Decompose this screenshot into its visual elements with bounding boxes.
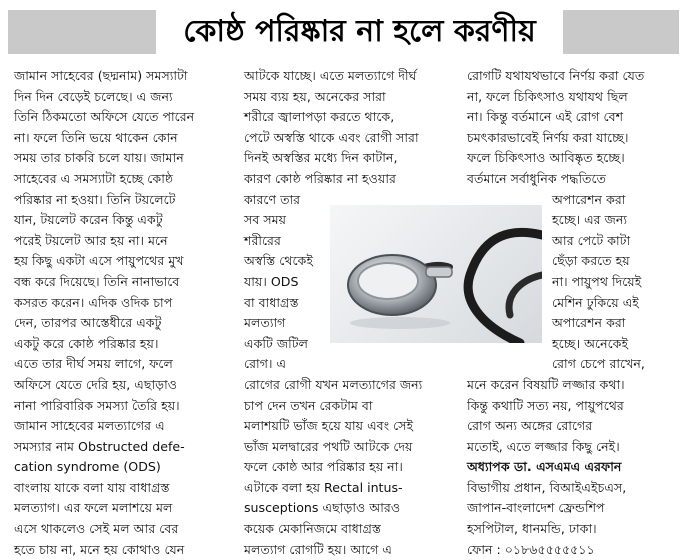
- text-line: জাপান-বাংলাদেশ ফ্রেন্ডশিপ: [467, 500, 605, 516]
- text-line: কারণে তার: [244, 191, 301, 207]
- text-line: মলত্যাগ রোগটি হয়। আগে এ: [244, 541, 392, 557]
- header-grey-bar-left: [8, 10, 156, 54]
- text-line: বা বাধাগ্রস্ত: [244, 294, 299, 310]
- text-line: মলত্যাগ। এর ফলে মলাশয়ে মল: [14, 500, 173, 516]
- text-line: হয় কিছু একটা এসে পায়ুপথের মুখ: [14, 253, 184, 269]
- text-line: শরীরে জ্বালাপড়া করতে থাকে,: [244, 109, 395, 125]
- text-line: হচ্ছে। এর জন্য: [552, 212, 628, 228]
- text-line: চমৎকারভাবেই নির্ণয় করা যাচ্ছে।: [467, 129, 629, 145]
- text-line: অস্বস্তি থেকেই: [244, 253, 313, 269]
- column-2-bottom-text: [244, 375, 469, 560]
- headline: কোষ্ঠ পরিষ্কার না হলে করণীয়: [183, 14, 536, 49]
- text-line: ভাঁজ মলদ্বারের পথটি আটকে দেয়: [244, 438, 413, 454]
- text-line: মনে করেন বিষয়টি লজ্জার কথা।: [467, 376, 625, 392]
- text-line: মেশিন ঢুকিয়ে এই: [552, 294, 639, 310]
- text-line: হচ্ছে। অনেকেই: [552, 335, 629, 351]
- text-line: দিনই অস্বস্তির মধ্যে দিন কাটান,: [244, 150, 398, 166]
- text-line: না, ফলে চিকিৎসাও যথাযথ ছিল: [467, 88, 628, 104]
- text-line: দেন, তারপর আস্তেধীরে একটু: [14, 315, 162, 331]
- stethoscope-image: [330, 205, 542, 343]
- text-line: না। ফলে তিনি ভয়ে থাকেন কোন: [14, 129, 178, 145]
- text-line: susceptions এছাড়াও আরও: [244, 500, 401, 516]
- text-line: হতে চায় না, মনে হয় কোথাও যেন: [14, 541, 185, 557]
- text-line: পেটে অস্বস্তি থাকে এবং রোগী সারা: [244, 129, 419, 145]
- text-line: পরেই টয়লেট আর হয় না। মনে: [14, 232, 168, 248]
- text-line: বাংলায় যাকে বলা যায় বাধাগ্রস্ত: [14, 479, 170, 495]
- text-line: জামান সাহেবের (ছদ্মনাম) সমস্যাটা: [14, 68, 188, 83]
- column-3-bottom-text: [467, 375, 679, 457]
- text-line: হসপিটাল, ধানমন্ডি, ঢাকা।: [467, 521, 597, 537]
- text-line: cation syndrome (ODS): [14, 459, 161, 475]
- text-line: সাহেবের এ সমস্যাটা হচ্ছে কোষ্ঠ: [14, 170, 174, 186]
- text-line: ফলে কোষ্ঠ আর পরিষ্কার হয় না।: [244, 459, 403, 475]
- text-line: কারণ কোষ্ঠ পরিষ্কার না হওয়ার: [244, 170, 396, 186]
- text-line: রোগ চেপে রাখেন,: [552, 356, 645, 372]
- text-line: নানা পারিবারিক সমস্যা তৈরি হয়।: [14, 397, 180, 413]
- text-line: মলত্যাগ: [244, 315, 286, 331]
- header-grey-bar-right: [563, 10, 679, 54]
- text-line: কসরত করেন। এদিক ওদিক চাপ: [14, 294, 173, 310]
- article-column-1: [14, 66, 224, 560]
- text-line: শরীরের: [244, 232, 281, 248]
- text-line: বন্ধ করে দিয়েছে। তিনি নানাভাবে: [14, 273, 180, 289]
- text-line: দিন দিন বেড়েই চলেছে। এ জন্য: [14, 88, 173, 104]
- text-line: সময় তার চাকরি চলে যায়। জামান: [14, 150, 184, 166]
- text-line: আটকে যাচ্ছে। এতে মলত্যাগে দীর্ঘ: [244, 68, 417, 83]
- text-line: রোগটি যথাযথভাবে নির্ণয় করা যেত: [467, 68, 645, 83]
- text-line: কিন্তু কথাটি সত্য নয়, পায়ুপথের: [467, 397, 624, 413]
- text-line: না। কিন্তু বর্তমানে এই রোগ বেশ: [467, 109, 624, 125]
- text-line: একটি জটিল: [244, 335, 308, 351]
- text-line: সব সময়: [244, 212, 287, 228]
- text-line: বিভাগীয় প্রধান, বিআইএইচএস,: [467, 479, 627, 495]
- text-line: বর্তমানে সর্বাধুনিক পদ্ধতিতে: [467, 170, 607, 186]
- text-line: রোগ অন্য অঙ্গের রোগের: [467, 418, 593, 434]
- author-details: [467, 478, 679, 560]
- text-line: মতোই, এতে লজ্জার কিছু নেই।: [467, 438, 620, 454]
- author-block: [467, 457, 679, 560]
- text-line: জামান সাহেবের মলত্যাগের এ: [14, 418, 165, 434]
- text-line: সমস্যার নাম Obstructed defe-: [14, 438, 185, 454]
- text-line: এসে থাকলেও সেই মল আর বের: [14, 521, 179, 537]
- text-line: একটু করে কোষ্ঠ পরিষ্কার হয়।: [14, 335, 159, 351]
- text-line: তিনি ঠিকমতো অফিসে যেতে পারেন: [14, 109, 195, 125]
- text-line: এতে তার দীর্ঘ সময় লাগে, ফলে: [14, 356, 173, 372]
- stethoscope-icon: [330, 205, 542, 343]
- text-line: অফিসে যেতে দেরি হয়, এছাড়াও: [14, 376, 178, 392]
- text-line: অপারেশন করা: [552, 191, 626, 207]
- header-band: [0, 0, 687, 60]
- text-line: মলাশয়টি ভাঁজ হয়ে যায় এবং সেই: [244, 418, 414, 434]
- text-line: এটাকে বলা হয় Rectal intus-: [244, 479, 403, 495]
- text-line: অপারেশন করা: [552, 315, 626, 331]
- text-line: কয়েক মেকানিজমে বাধাগ্রস্ত: [244, 521, 381, 537]
- column-3-top-text: [467, 66, 679, 190]
- text-line: চাপ দেন তখন রেকটাম বা: [244, 397, 373, 413]
- text-line: পরিষ্কার না হওয়া। তিনি টয়লেটে: [14, 191, 176, 207]
- text-line: রোগের রোগী যখন মলত্যাগের জন্য: [244, 376, 423, 392]
- text-line: রোগ। এ: [244, 356, 287, 372]
- text-line: ছেঁড়া করতে হয়: [552, 253, 630, 269]
- text-line: না। পায়ুপথ দিয়েই: [552, 273, 642, 289]
- text-line: সময় ব্যয় হয়, অনেকের সারা: [244, 88, 386, 104]
- text-line: যান, টয়লেট করেন কিন্তু একটু: [14, 212, 163, 228]
- text-line: ফলে চিকিৎসাও আবিষ্কৃত হচ্ছে।: [467, 150, 625, 166]
- text-line: আর পেটে কাটা: [552, 232, 631, 248]
- text-line: ফোন : ০১৮৬৫৫৫৫৫১১: [467, 541, 595, 557]
- author-name: অধ্যাপক ডা. এসএমএ এরফান: [467, 459, 622, 475]
- text-line: যায়। ODS: [244, 273, 299, 289]
